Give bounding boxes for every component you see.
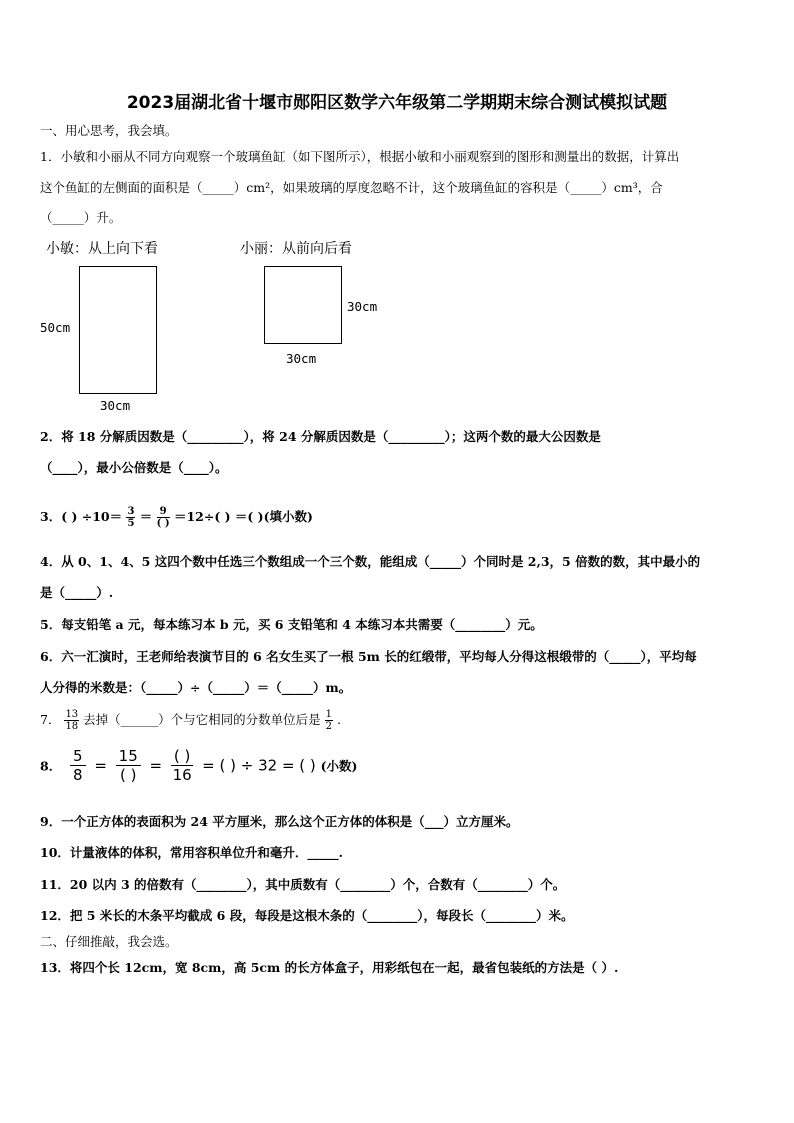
q7-f1-den: 18	[65, 721, 79, 732]
q8-prefix: 8．	[40, 758, 62, 774]
fig-left-caption: 小敏：从上向下看	[46, 241, 158, 257]
q2-line1: 2．将 18 分解质因数是（_________），将 24 分解质因数是（_________）；这两个数的最大公因数是	[40, 429, 601, 444]
q8-f3-den: 16	[172, 766, 192, 784]
q7-f2-num: 1	[325, 709, 333, 720]
q8-fraction-3	[171, 747, 193, 784]
q8-eq1: =	[94, 756, 107, 775]
q3-f2-num: 9	[157, 506, 170, 518]
q8-f3-num: ( )	[171, 747, 193, 766]
q4-line2: 是（_____）.	[40, 585, 114, 600]
q3-suffix: ＝12÷( ) ＝( )(填小数)	[173, 509, 313, 524]
q7-prefix: 7．	[40, 712, 61, 727]
q13-line: 13．将四个长 12cm，宽 8cm，高 5cm 的长方体盒子，用彩纸包在一起，最省包装纸的方法是（ ）.	[40, 960, 619, 975]
q1-line2: 这个鱼缸的左侧面的面积是（_____）cm²，如果玻璃的厚度忽略不计，这个玻璃鱼缸的容积是（_____）cm³，合	[40, 180, 663, 195]
q3-mid: ＝	[139, 509, 153, 524]
q8-eq3: =	[202, 756, 215, 775]
q2-line2: （____），最小公倍数是（____）。	[40, 460, 228, 475]
q7-fraction-1	[64, 709, 79, 732]
q3-prefix: 3．( ) ÷10＝	[40, 509, 123, 524]
top-view-width-label: 30cm	[100, 398, 131, 413]
section-two-heading: 二、仔细推敲，我会选。	[40, 934, 178, 949]
q8-line	[40, 747, 357, 784]
q7-fraction-2	[325, 709, 333, 732]
q7-f1-num: 13	[65, 709, 79, 720]
q8-tail-note: (小数)	[320, 758, 358, 774]
q6-line1: 6．六一汇演时，王老师给表演节目的 6 名女生买了一根 5m 长的红缎带，平均每人分得这根缎带的（_____），平均每	[40, 649, 697, 664]
q8-fraction-1	[70, 747, 86, 784]
q8-tail: ( ) ÷ 32 = ( )	[219, 756, 316, 775]
q11-line: 11．20 以内 3 的倍数有（________），其中质数有（________）个，合数有（________）个。	[40, 877, 566, 892]
fig-right-caption: 小丽：从前向后看	[240, 241, 352, 257]
q9-line: 9．一个正方体的表面积为 24 平方厘米，那么这个正方体的体积是（___）立方厘米。	[40, 814, 519, 829]
front-view-square	[264, 266, 342, 344]
page-title: 2023届湖北省十堰市郧阳区数学六年级第二学期期末综合测试模拟试题	[126, 93, 668, 113]
q7-f2-den: 2	[325, 721, 333, 732]
q8-f1-num: 5	[70, 747, 86, 766]
q7-line	[40, 709, 341, 732]
q8-f2-den: ( )	[119, 766, 137, 784]
q7-suffix: .	[337, 712, 341, 727]
q3-f1-num: 3	[127, 506, 135, 517]
q3-f2-den: ( )	[156, 518, 170, 529]
q5-line: 5．每支铅笔 a 元，每本练习本 b 元，买 6 支铅笔和 4 本练习本共需要（________）元。	[40, 617, 543, 632]
q3-line	[40, 506, 313, 529]
q8-fraction-2	[116, 747, 141, 784]
front-view-width-label: 30cm	[286, 351, 317, 366]
section-one-heading: 一、用心思考，我会填。	[40, 123, 178, 138]
q1-line1: 1．小敏和小丽从不同方向观察一个玻璃鱼缸（如下图所示），根据小敏和小丽观察到的图形和测量出的数据，计算出	[40, 149, 680, 164]
q4-line1: 4．从 0、1、4、5 这四个数中任选三个数组成一个三个数，能组成（_____）个同时是 2,3，5 倍数的数，其中最小的	[40, 554, 701, 569]
q12-line: 12．把 5 米长的木条平均截成 6 段，每段是这根木条的（________），每段长（________）米。	[40, 908, 574, 923]
q3-fraction-2	[157, 506, 170, 529]
q10-line: 10．计量液体的体积，常用容积单位升和毫升．_____.	[40, 845, 343, 860]
top-view-height-label: 50cm	[40, 320, 71, 335]
q8-eq2: =	[149, 756, 163, 775]
q7-mid: 去掉（______）个与它相同的分数单位后是	[83, 712, 321, 727]
q6-line2: 人分得的米数是：（_____）÷（_____）＝（_____）m。	[40, 680, 352, 695]
q1-line3: （_____）升。	[40, 210, 122, 225]
q3-fraction-1	[126, 506, 135, 529]
q8-f2-num: 15	[116, 747, 141, 766]
q8-f1-den: 8	[72, 766, 83, 784]
q3-f1-den: 5	[127, 518, 135, 529]
front-view-height-label: 30cm	[347, 299, 378, 314]
top-view-rectangle	[79, 266, 157, 394]
